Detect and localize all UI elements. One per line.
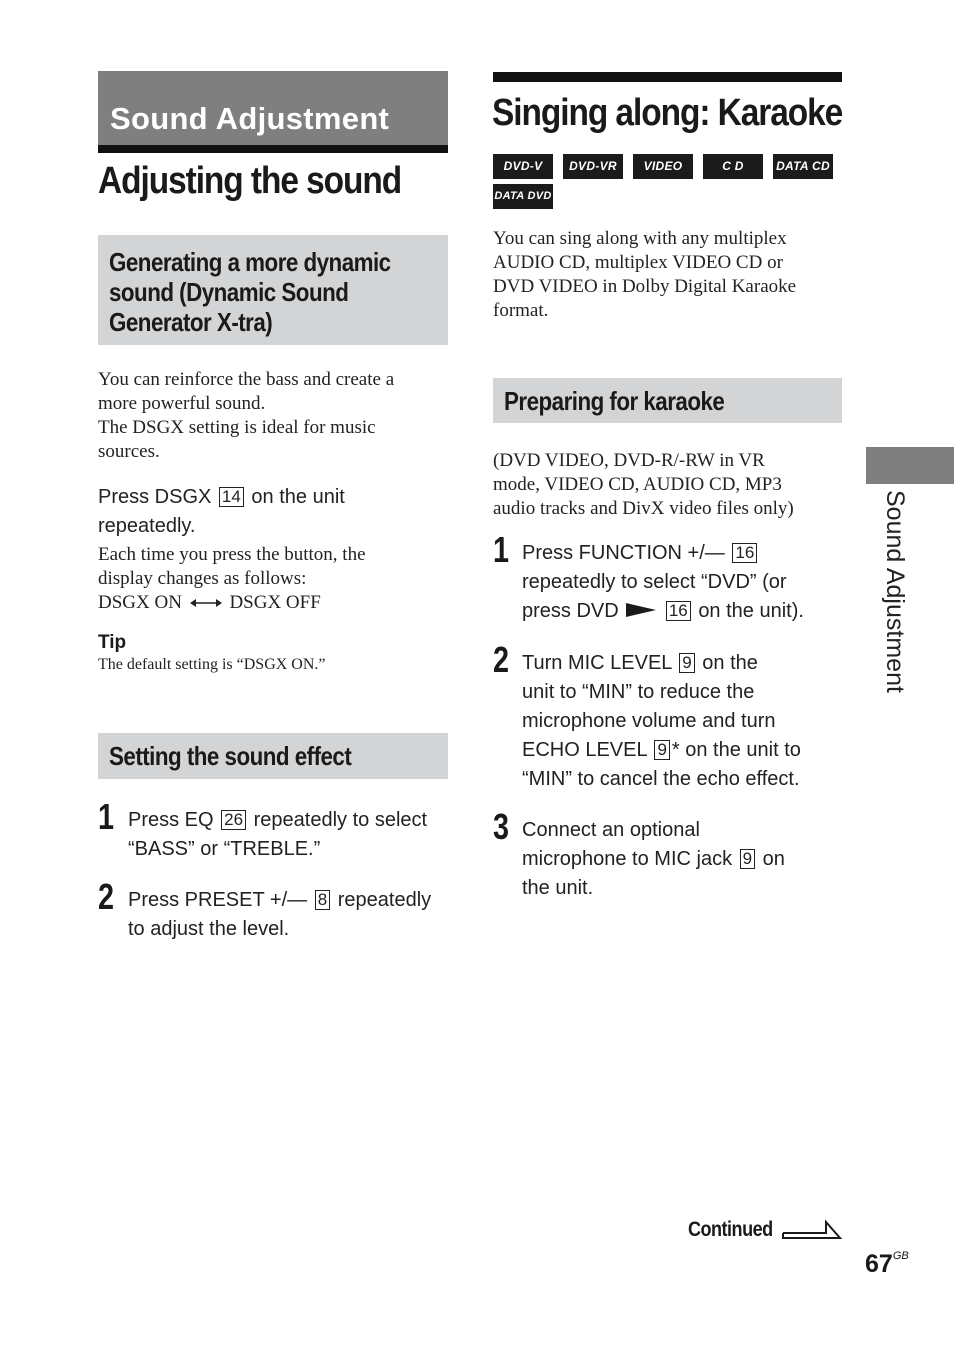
disc-badge-dvd-vr: DVD-VR xyxy=(563,154,623,179)
step-text: microphone to MIC jack xyxy=(522,848,733,870)
karaoke-step-3 xyxy=(522,816,842,903)
step-number: 3 xyxy=(493,806,509,847)
play-icon xyxy=(626,598,656,627)
prep-heading-text: Preparing for karaoke xyxy=(504,386,725,416)
sound-effect-heading-text: Setting the sound effect xyxy=(109,741,352,771)
step-number: 2 xyxy=(493,639,509,680)
step-text: on xyxy=(762,848,785,870)
step-text: Turn MIC LEVEL xyxy=(522,652,672,674)
step-text: repeatedly xyxy=(337,889,432,911)
karaoke-step-1 xyxy=(522,539,842,627)
step-number: 2 xyxy=(98,876,114,917)
step-text: Connect an optional xyxy=(522,819,700,841)
instr-text: Press DSGX xyxy=(98,486,212,508)
toggle-state-on: DSGX ON xyxy=(98,592,182,613)
step-text: to adjust the level. xyxy=(128,918,290,940)
disc-badge-data-cd: DATA CD xyxy=(773,154,833,179)
double-arrow-icon xyxy=(190,592,222,616)
detail-line: display changes as follows: xyxy=(98,568,307,589)
detail-line: Each time you press the button, the xyxy=(98,544,366,565)
instr-text: repeatedly. xyxy=(98,515,196,537)
key-number: 16 xyxy=(732,543,757,563)
dsgx-detail xyxy=(98,543,458,616)
page-number xyxy=(865,1250,909,1279)
intro-line: format. xyxy=(493,300,549,321)
dsgx-heading xyxy=(98,235,448,345)
step-number: 1 xyxy=(493,529,509,570)
side-tab-text: Sound Adjustment xyxy=(881,490,909,693)
side-tab-label xyxy=(880,490,910,710)
step-text: press DVD xyxy=(522,600,619,622)
intro-line: DVD VIDEO in Dolby Digital Karaoke xyxy=(493,276,797,297)
disc-badge-dvd-v: DVD-V xyxy=(493,154,553,179)
dsgx-heading-line: sound (Dynamic Sound xyxy=(109,277,349,307)
disc-badge-cd: C D xyxy=(703,154,763,179)
page-title-right: Singing along: Karaoke xyxy=(492,92,843,134)
effect-step-2 xyxy=(128,886,458,944)
side-tab-marker xyxy=(866,447,954,484)
key-number: 26 xyxy=(221,810,246,830)
continued-label: Continued xyxy=(688,1218,773,1241)
prep-note-line: audio tracks and DivX video files only) xyxy=(493,498,794,519)
dsgx-intro-line: more powerful sound. xyxy=(98,393,266,414)
title-rule xyxy=(493,72,842,82)
step-text: on the unit). xyxy=(698,600,804,622)
step-text: repeatedly to select “DVD” (or xyxy=(522,571,787,593)
intro-line: AUDIO CD, multiplex VIDEO CD or xyxy=(493,252,783,273)
step-text: Press PRESET +/— xyxy=(128,889,308,911)
step-text: Press FUNCTION +/— xyxy=(522,542,725,564)
disc-badge-data-dvd: DATA DVD xyxy=(493,184,553,209)
effect-step-1 xyxy=(128,806,458,864)
dsgx-heading-line: Generator X-tra) xyxy=(109,307,273,337)
key-number: 9 xyxy=(654,740,669,760)
dsgx-intro-line: sources. xyxy=(98,441,160,462)
key-number: 8 xyxy=(315,890,330,910)
step-text: “BASS” or “TREBLE.” xyxy=(128,838,321,860)
step-text: unit to “MIN” to reduce the xyxy=(522,681,755,703)
instr-text: on the unit xyxy=(251,486,345,508)
tip-text: The default setting is “DSGX ON.” xyxy=(98,656,326,673)
toggle-state-off: DSGX OFF xyxy=(229,592,321,613)
disc-badge-video-cd: VIDEO CD xyxy=(633,154,693,179)
page-number-value: 67 xyxy=(865,1250,893,1278)
page-title-left: Adjusting the sound xyxy=(98,160,402,202)
tip-label: Tip xyxy=(98,632,127,653)
step-text: Press EQ xyxy=(128,809,214,831)
step-text: “MIN” to cancel the echo effect. xyxy=(522,768,800,790)
step-text: repeatedly to select xyxy=(253,809,428,831)
prep-note xyxy=(493,449,843,521)
continued-arrow-icon xyxy=(782,1219,842,1246)
dsgx-instruction xyxy=(98,483,458,541)
key-number: 14 xyxy=(219,487,244,507)
step-text: on the xyxy=(702,652,758,674)
section-title: Sound Adjustment xyxy=(110,101,390,136)
dsgx-heading-line: Generating a more dynamic xyxy=(109,247,391,277)
step-text: ECHO LEVEL xyxy=(522,739,647,761)
key-number: 16 xyxy=(666,601,691,621)
section-title-bar xyxy=(98,71,448,153)
step-text: microphone volume and turn xyxy=(522,710,776,732)
karaoke-step-2 xyxy=(522,649,852,794)
prep-note-line: mode, VIDEO CD, AUDIO CD, MP3 xyxy=(493,474,782,495)
prep-heading xyxy=(493,378,842,423)
step-text: * on the unit to xyxy=(671,739,801,761)
key-number: 9 xyxy=(679,653,694,673)
step-text: the unit. xyxy=(522,877,594,899)
dsgx-intro-line: The DSGX setting is ideal for music xyxy=(98,417,376,438)
sound-effect-heading xyxy=(98,733,448,779)
step-number: 1 xyxy=(98,796,114,837)
intro-line: You can sing along with any multiplex xyxy=(493,228,787,249)
karaoke-intro xyxy=(493,227,843,323)
prep-note-line: (DVD VIDEO, DVD-R/-RW in VR xyxy=(493,450,765,471)
dsgx-intro xyxy=(98,368,448,464)
dsgx-intro-line: You can reinforce the bass and create a xyxy=(98,369,395,390)
page-suffix: GB xyxy=(892,1250,909,1262)
key-number: 9 xyxy=(740,849,755,869)
